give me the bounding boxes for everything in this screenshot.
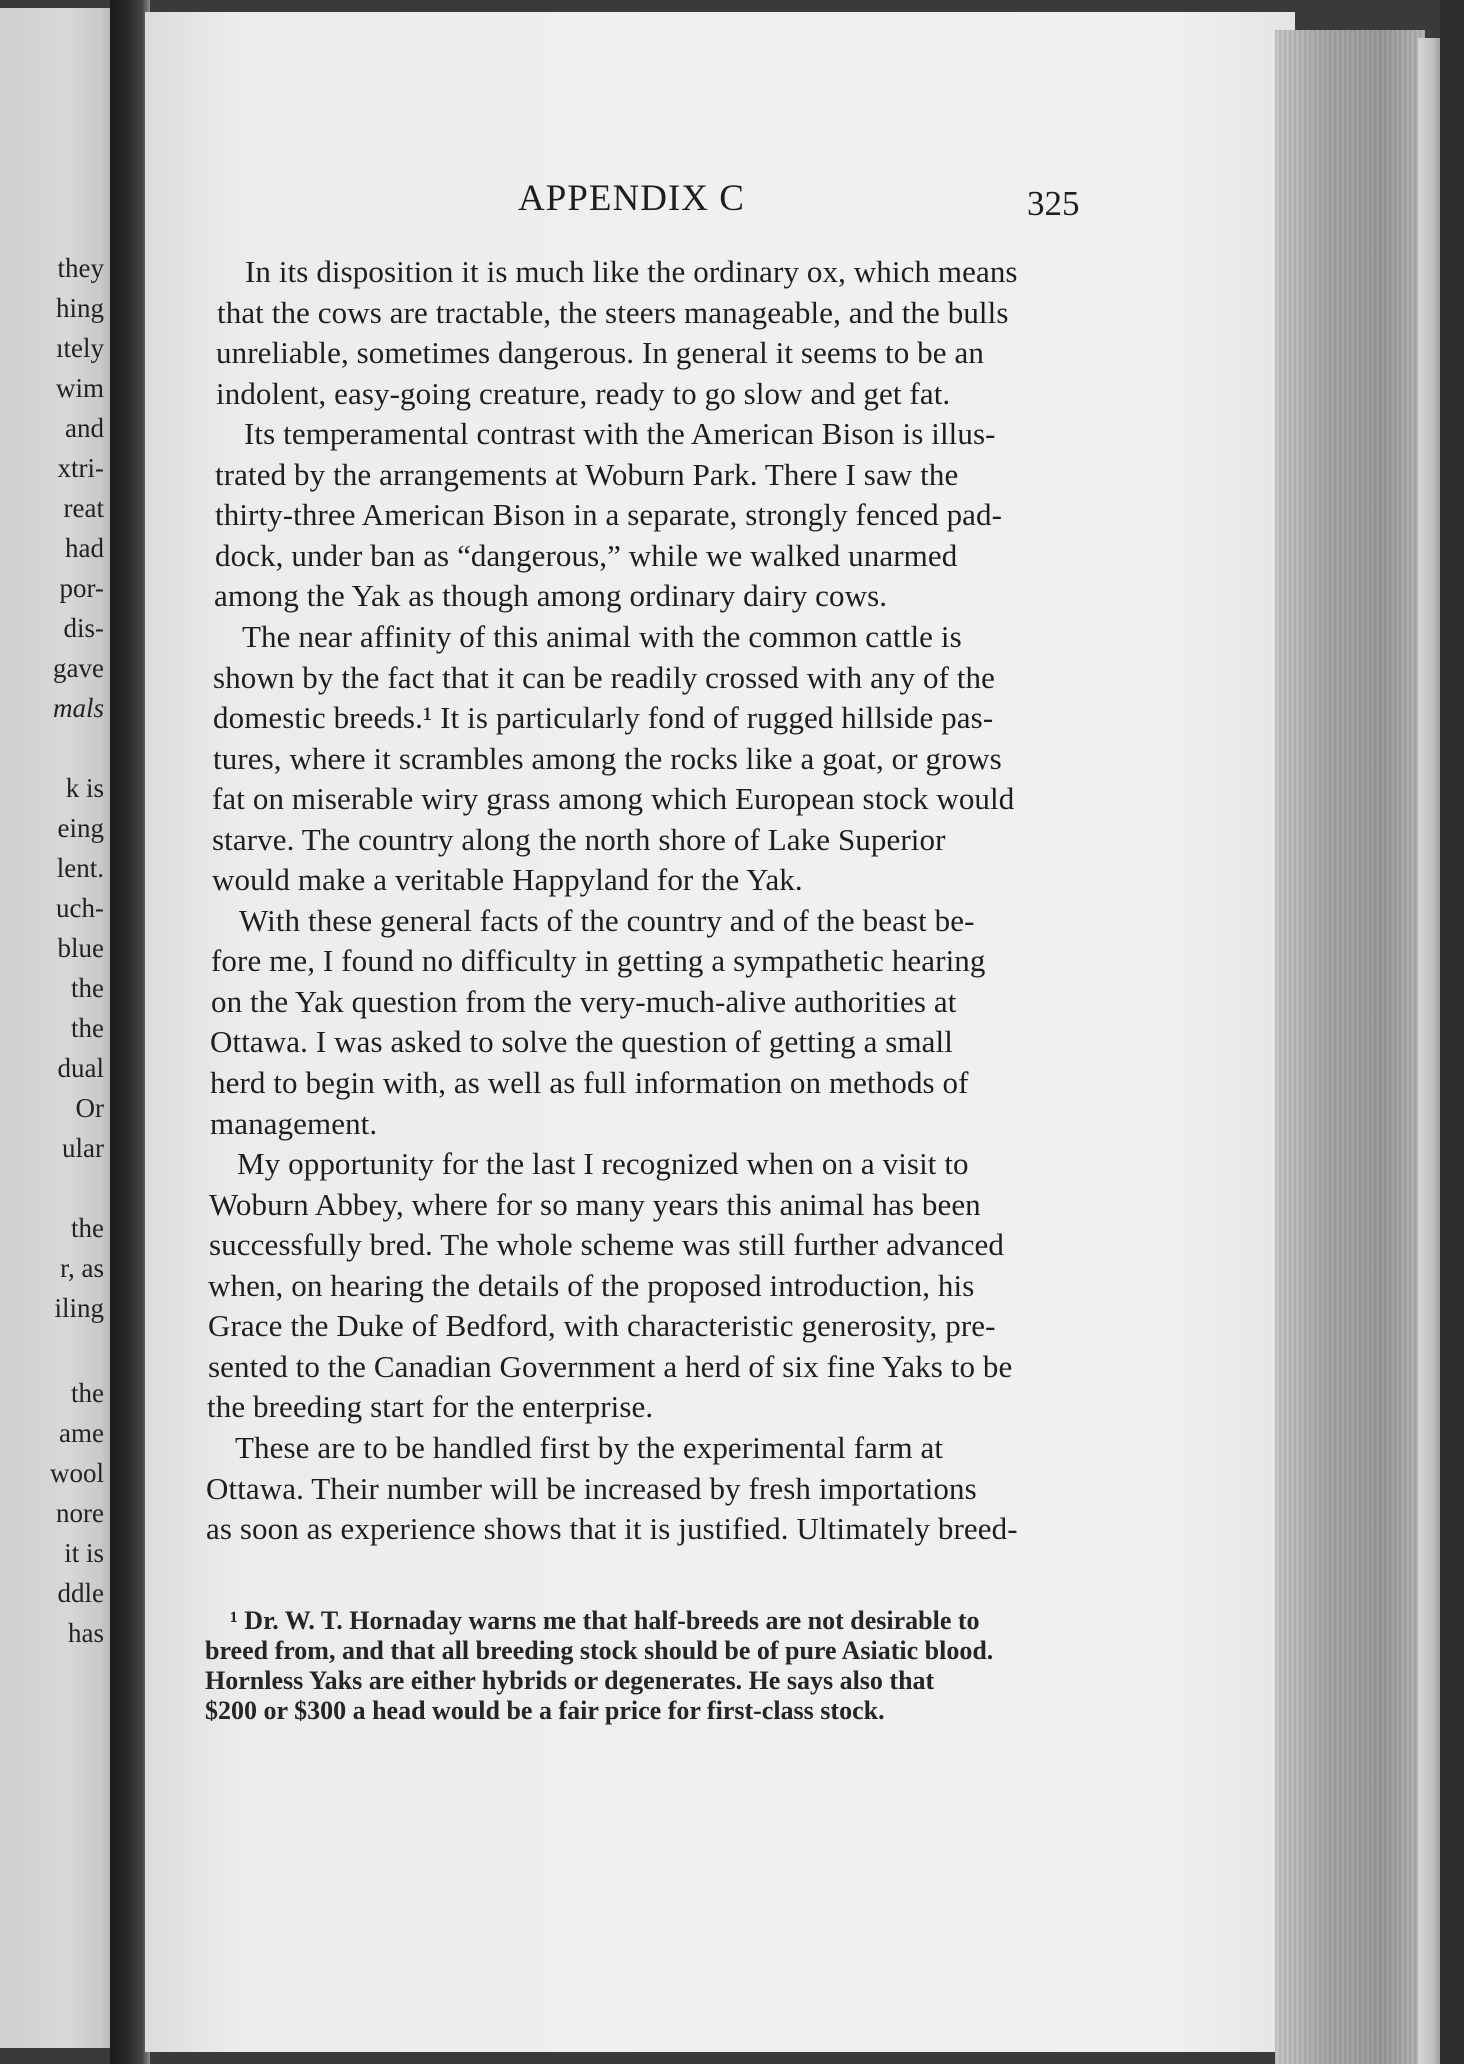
body-line: as soon as experience shows that it is justified. Ultimately breed- — [206, 1511, 1018, 1546]
body-line: Its temperamental contrast with the American Bison is illus- — [244, 416, 996, 451]
previous-page-edge — [0, 8, 112, 2048]
body-line: on the Yak question from the very-much-alive authorities at — [211, 984, 957, 1019]
body-line: tures, where it scrambles among the rocks like a goat, or grows — [213, 741, 1002, 776]
previous-page-fragment: lent. — [56, 853, 104, 883]
page-edges-stack — [1275, 30, 1425, 2064]
body-line: sented to the Canadian Government a herd of six fine Yaks to be — [208, 1349, 1013, 1384]
footnote-line: Hornless Yaks are either hybrids or degenerates. He says also that — [205, 1666, 935, 1695]
previous-page-fragment: wim — [55, 373, 104, 403]
previous-page-fragment: r, as — [60, 1253, 104, 1283]
previous-page-fragment: hing — [55, 293, 104, 323]
body-line: Grace the Duke of Bedford, with characteristic generosity, pre- — [208, 1308, 996, 1343]
previous-page-fragment: had — [65, 533, 104, 563]
previous-page-fragment: the — [71, 973, 104, 1003]
body-line: domestic breeds.¹ It is particularly fond of rugged hillside pas- — [213, 700, 994, 735]
body-line: Ottawa. Their number will be increased by fresh importations — [206, 1471, 977, 1506]
body-line: My opportunity for the last I recognized when on a visit to — [237, 1146, 969, 1181]
body-line: when, on hearing the details of the proposed introduction, his — [208, 1268, 975, 1303]
body-line: With these general facts of the country and of the beast be- — [239, 903, 975, 938]
previous-page-fragment: wool — [50, 1458, 104, 1488]
previous-page-fragment: ıtely — [56, 333, 104, 363]
previous-page-fragment: eing — [57, 813, 104, 843]
body-line: trated by the arrangements at Woburn Park. There I saw the — [215, 457, 959, 492]
previous-page-fragment: has — [68, 1618, 104, 1648]
body-line: dock, under ban as “dangerous,” while we walked unarmed — [215, 538, 958, 573]
previous-page-fragment: k is — [65, 773, 104, 803]
page-number: 325 — [1027, 184, 1080, 223]
body-line: These are to be handled first by the experimental farm at — [235, 1430, 944, 1465]
body-line: In its disposition it is much like the ordinary ox, which means — [245, 254, 1018, 289]
body-line: starve. The country along the north shore of Lake Superior — [212, 822, 946, 857]
previous-page-fragment: xtri- — [57, 453, 104, 483]
previous-page-fragment: uch- — [56, 893, 104, 923]
previous-page-fragment: the — [71, 1378, 104, 1408]
previous-page-fragment: the — [71, 1013, 104, 1043]
previous-page-fragment: they — [57, 253, 104, 283]
previous-page-fragment: iling — [54, 1293, 104, 1323]
previous-page-fragment: dis- — [63, 613, 104, 643]
body-line: successfully bred. The whole scheme was still further advanced — [209, 1227, 1005, 1262]
footnote-line: breed from, and that all breeding stock should be of pure Asiatic blood. — [205, 1636, 994, 1665]
body-line: management. — [210, 1106, 378, 1141]
page — [145, 12, 1295, 2052]
footnote-line: $200 or $300 a head would be a fair price for first-class stock. — [205, 1696, 885, 1725]
body-line: Woburn Abbey, where for so many years this animal has been — [209, 1187, 981, 1222]
previous-page-fragment: and — [65, 413, 104, 443]
previous-page-fragment: ame — [59, 1418, 104, 1448]
footnote-line: ¹ Dr. W. T. Hornaday warns me that half-breeds are not desirable to — [230, 1606, 980, 1635]
previous-page-fragment: ular — [62, 1133, 104, 1163]
previous-page-fragment: dual — [57, 1053, 104, 1083]
previous-page-fragment: the — [71, 1213, 104, 1243]
previous-page-fragment: por- — [59, 573, 104, 603]
body-text — [145, 12, 1295, 2052]
body-line: indolent, easy-going creature, ready to go slow and get fat. — [216, 376, 951, 411]
book-gutter — [110, 0, 150, 2064]
body-line: that the cows are tractable, the steers manageable, and the bulls — [217, 295, 1009, 330]
previous-page-fragment: ddle — [57, 1578, 104, 1608]
body-line: herd to begin with, as well as full information on methods of — [210, 1065, 969, 1100]
body-line: fat on miserable wiry grass among which European stock would — [212, 781, 1015, 816]
scan-background — [1440, 0, 1464, 2064]
previous-page-fragment: gave — [53, 653, 104, 683]
previous-page-fragment: it is — [64, 1538, 104, 1568]
body-line: shown by the fact that it can be readily crossed with any of the — [213, 660, 996, 695]
body-line: Ottawa. I was asked to solve the question of getting a small — [210, 1024, 953, 1059]
previous-page-fragment: blue — [57, 933, 104, 963]
body-line: among the Yak as though among ordinary dairy cows. — [214, 578, 888, 613]
previous-page-fragment: mals — [52, 693, 104, 723]
body-line: unreliable, sometimes dangerous. In general it seems to be an — [216, 335, 984, 370]
body-line: The near affinity of this animal with the common cattle is — [242, 619, 962, 654]
body-line: thirty-three American Bison in a separate, strongly fenced pad- — [215, 497, 1003, 532]
running-head: APPENDIX C — [518, 178, 745, 219]
previous-page-fragment: Or — [75, 1093, 104, 1123]
body-line: fore me, I found no difficulty in getting a sympathetic hearing — [211, 943, 986, 978]
body-line: the breeding start for the enterprise. — [207, 1389, 654, 1424]
body-line: would make a veritable Happyland for the Yak. — [212, 862, 803, 897]
previous-page-fragment: nore — [56, 1498, 104, 1528]
previous-page-fragment: reat — [63, 493, 104, 523]
